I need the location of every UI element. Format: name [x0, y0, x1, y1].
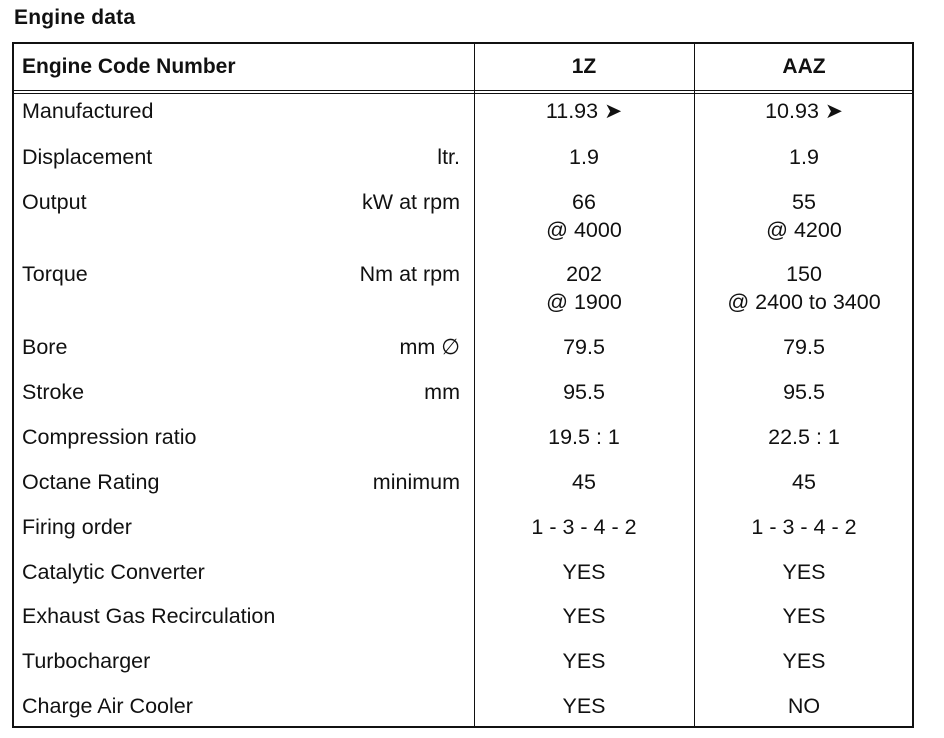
value-line: @ 1900 [546, 290, 622, 314]
row-label: Manufactured [22, 99, 154, 123]
header-engine-code-label: Engine Code Number [22, 55, 236, 78]
value-line: 66 [572, 190, 596, 214]
value-line: @ 4200 [766, 218, 842, 242]
value-1z [474, 692, 694, 720]
value-1z [474, 260, 694, 316]
value-aaz [694, 602, 914, 630]
row-label: Catalytic Converter [22, 560, 205, 584]
value-aaz [694, 558, 914, 586]
value-aaz [694, 647, 914, 675]
value-line: 1.9 [789, 145, 819, 169]
value-1z [474, 333, 694, 361]
row-label: Turbocharger [22, 649, 151, 673]
row-label: Exhaust Gas Recirculation [22, 604, 276, 628]
value-aaz [694, 378, 914, 406]
value-aaz [694, 260, 914, 316]
row-label: Firing order [22, 515, 132, 539]
value-line: @ 4000 [546, 218, 622, 242]
row-unit: mm [424, 380, 460, 404]
value-aaz [694, 468, 914, 496]
value-1z [474, 647, 694, 675]
value-line: 79.5 [563, 335, 605, 359]
value-line: NO [787, 694, 821, 718]
value-line: 55 [792, 190, 816, 214]
value-line: 1 - 3 - 4 - 2 [751, 515, 857, 539]
value-aaz [694, 513, 914, 541]
header-col-1z: 1Z [571, 55, 597, 78]
value-1z [474, 423, 694, 451]
value-line: YES [782, 649, 826, 673]
value-1z [474, 513, 694, 541]
value-line: 79.5 [783, 335, 825, 359]
value-aaz [694, 692, 914, 720]
value-line: 150 [786, 262, 822, 286]
row-unit: mm ∅ [399, 335, 460, 359]
header-divider [14, 93, 912, 94]
value-1z [474, 602, 694, 630]
value-line: 95.5 [783, 380, 825, 404]
table-header [14, 44, 912, 91]
row-label: Octane Rating [22, 470, 160, 494]
value-1z [474, 188, 694, 244]
engine-data-table [12, 42, 914, 728]
row-unit: minimum [372, 470, 460, 494]
value-line: YES [782, 604, 826, 628]
value-line: YES [782, 560, 826, 584]
value-line: 1 - 3 - 4 - 2 [531, 515, 637, 539]
value-line: 10.93 ➤ [765, 99, 843, 123]
row-unit: kW at rpm [362, 190, 460, 214]
value-aaz [694, 143, 914, 171]
value-aaz [694, 333, 914, 361]
row-label: Torque [22, 262, 88, 286]
page-title: Engine data [14, 6, 136, 29]
row-unit: ltr. [437, 145, 460, 169]
value-1z [474, 468, 694, 496]
value-line: 202 [566, 262, 602, 286]
value-line: 95.5 [563, 380, 605, 404]
value-line: 45 [792, 470, 816, 494]
value-1z [474, 97, 694, 125]
header-col-aaz: AAZ [782, 55, 826, 78]
row-label: Stroke [22, 380, 85, 404]
value-1z [474, 143, 694, 171]
value-aaz [694, 188, 914, 244]
value-aaz [694, 97, 914, 125]
value-line: 45 [572, 470, 596, 494]
value-line: @ 2400 to 3400 [727, 290, 881, 314]
value-1z [474, 378, 694, 406]
row-label: Bore [22, 335, 68, 359]
value-1z [474, 558, 694, 586]
value-line: YES [562, 649, 606, 673]
value-line: 22.5 : 1 [768, 425, 840, 449]
row-label: Displacement [22, 145, 153, 169]
value-line: YES [562, 604, 606, 628]
value-line: 11.93 ➤ [545, 99, 623, 123]
value-line: YES [562, 560, 606, 584]
row-label: Compression ratio [22, 425, 197, 449]
row-unit: Nm at rpm [359, 262, 460, 286]
row-label: Output [22, 190, 87, 214]
value-line: YES [562, 694, 606, 718]
value-aaz [694, 423, 914, 451]
value-line: 19.5 : 1 [548, 425, 620, 449]
row-label: Charge Air Cooler [22, 694, 193, 718]
value-line: 1.9 [569, 145, 599, 169]
